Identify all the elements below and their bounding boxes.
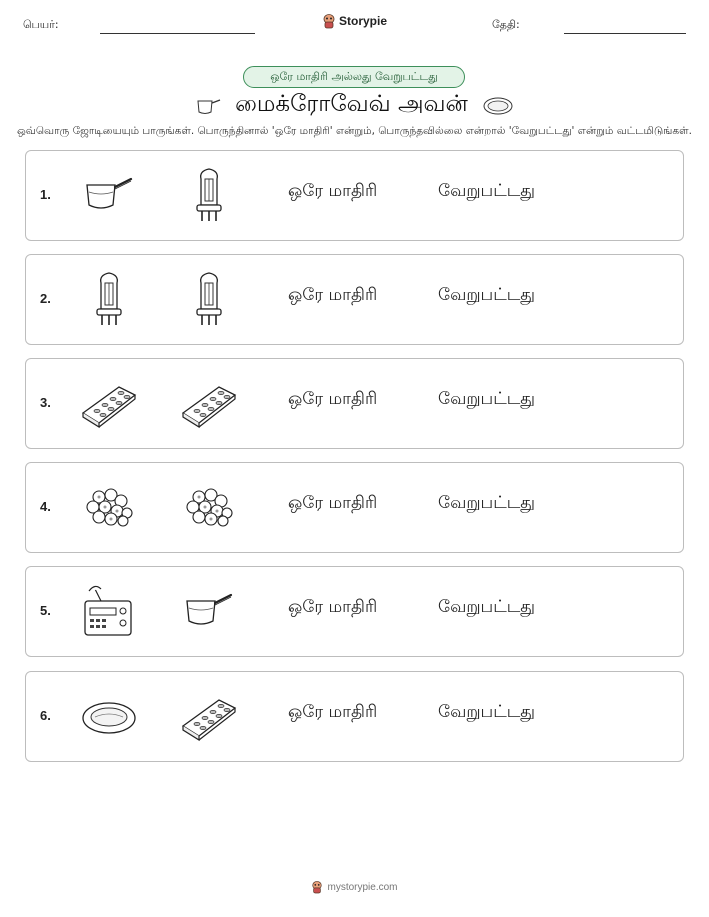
pot-icon (179, 581, 239, 641)
option-same[interactable]: ஒரே மாதிரி (288, 389, 378, 409)
date-label: தேதி: (492, 18, 520, 31)
pot-icon (79, 165, 139, 225)
date-line[interactable] (564, 33, 686, 34)
pot-icon (195, 96, 221, 116)
option-different[interactable]: வேறுபட்டது (438, 702, 536, 722)
footer (0, 880, 709, 894)
tray-icon (179, 373, 239, 433)
instructions-text: ஒவ்வொரு ஜோடியையும் பாருங்கள். பொருந்தினால் 'ஒரே மாதிரி' என்றும், பொருந்தவில்லை என்றால் 'வேறுபட்டது' என்றும் வட்டமிடுங்கள். (17, 125, 692, 137)
plate-icon (482, 95, 514, 117)
bulb-icon (79, 269, 139, 329)
tray-icon (79, 373, 139, 433)
question-row (25, 462, 684, 553)
name-line[interactable] (100, 33, 255, 34)
brand-name: Storypie (339, 14, 388, 28)
bulb-icon (179, 269, 239, 329)
popcorn-icon (179, 477, 239, 537)
page-title: மைக்ரோவேவ் அவன் (235, 91, 468, 117)
question-number: 5. (40, 603, 51, 618)
tray-icon (179, 686, 239, 746)
option-same[interactable]: ஒரே மாதிரி (288, 597, 378, 617)
option-different[interactable]: வேறுபட்டது (438, 597, 536, 617)
option-different[interactable]: வேறுபட்டது (438, 285, 536, 305)
page-title-row (0, 91, 709, 120)
plate-icon (79, 686, 139, 746)
question-number: 4. (40, 499, 51, 514)
question-row (25, 150, 684, 241)
footer-url: mystorypie.com (327, 881, 398, 893)
option-same[interactable]: ஒரே மாதிரி (288, 285, 378, 305)
question-row (25, 358, 684, 449)
question-row (25, 671, 684, 762)
microwave-icon (79, 581, 139, 641)
name-label: பெயர்: (23, 18, 59, 31)
option-same[interactable]: ஒரே மாதிரி (288, 493, 378, 513)
option-same[interactable]: ஒரே மாதிரி (288, 181, 378, 201)
question-number: 3. (40, 395, 51, 410)
question-number: 1. (40, 187, 51, 202)
mascot-icon (322, 13, 336, 29)
question-number: 2. (40, 291, 51, 306)
bulb-icon (179, 165, 239, 225)
instructions (0, 125, 709, 143)
popcorn-icon (79, 477, 139, 537)
worksheet-type-badge: ஒரே மாதிரி அல்லது வேறுபட்டது (243, 66, 465, 88)
option-different[interactable]: வேறுபட்டது (438, 181, 536, 201)
option-different[interactable]: வேறுபட்டது (438, 389, 536, 409)
question-row (25, 254, 684, 345)
mascot-icon (311, 880, 323, 894)
option-same[interactable]: ஒரே மாதிரி (288, 702, 378, 722)
question-number: 6. (40, 708, 51, 723)
option-different[interactable]: வேறுபட்டது (438, 493, 536, 513)
brand-logo (322, 13, 387, 29)
question-row (25, 566, 684, 657)
